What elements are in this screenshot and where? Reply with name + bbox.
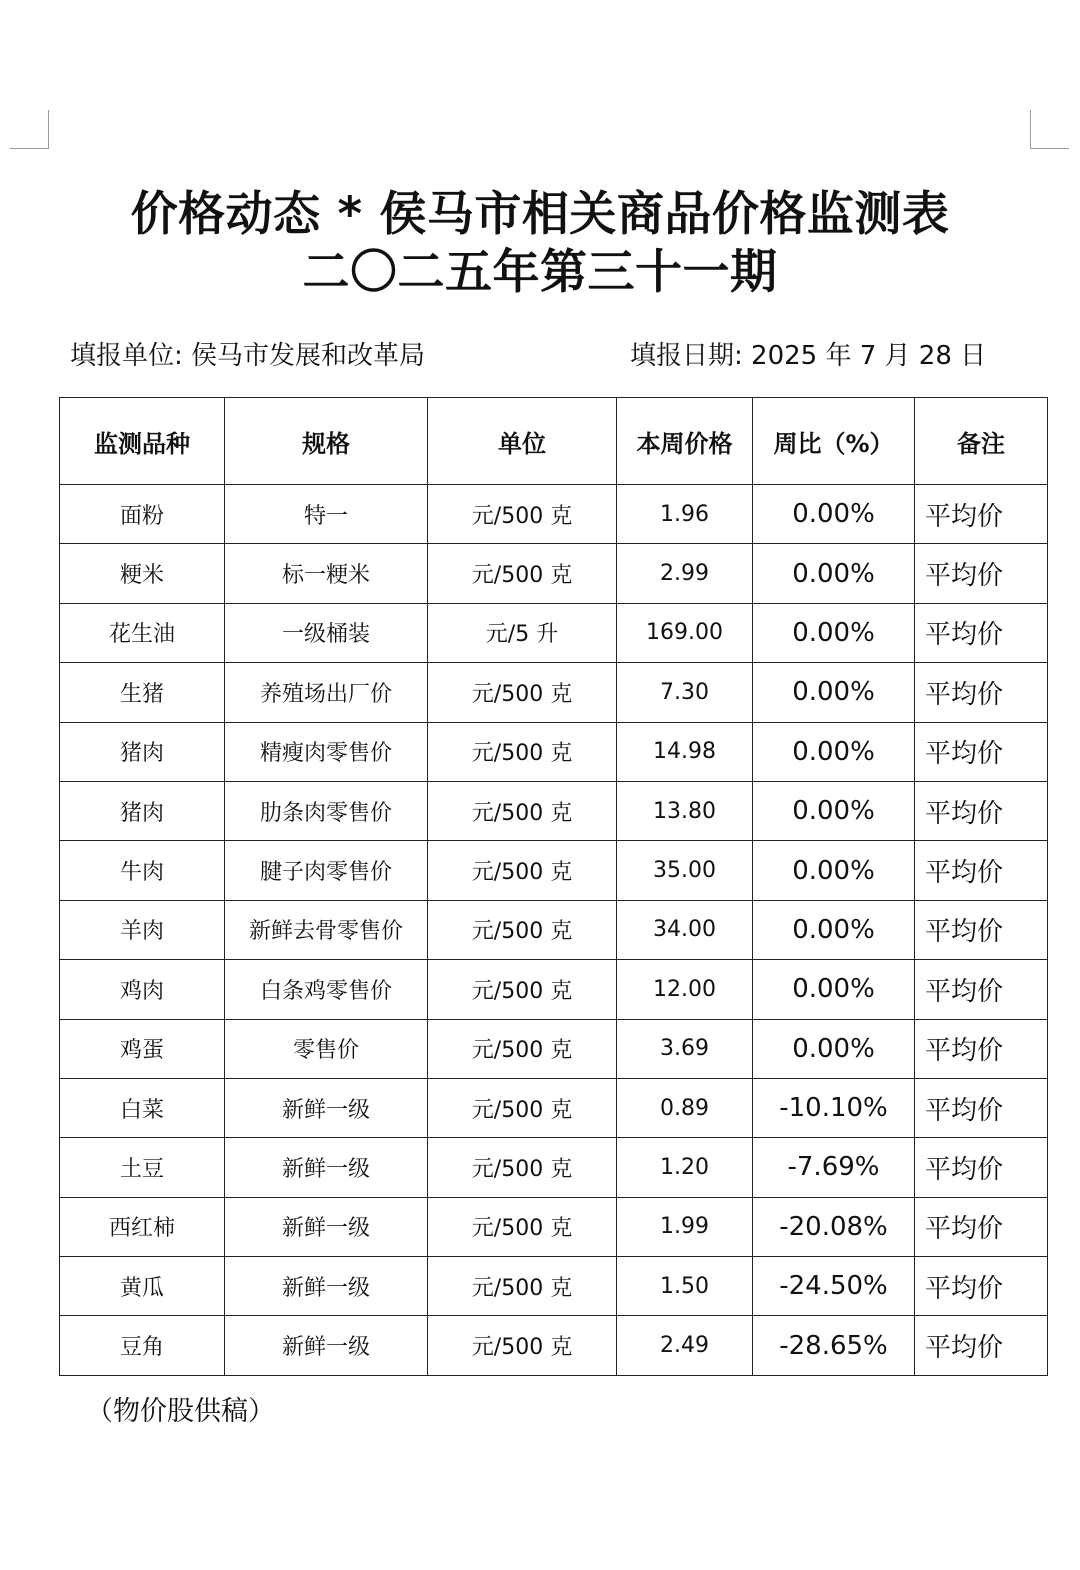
cell-week-change: 0.00% [753, 485, 915, 544]
cell-current-price: 169.00 [617, 603, 753, 662]
cell-note: 平均价 [915, 663, 1048, 722]
cell-note: 平均价 [915, 960, 1048, 1019]
cell-week-change: 0.00% [753, 603, 915, 662]
page-corner-mark-left [10, 110, 49, 149]
cell-specification: 新鲜一级 [225, 1316, 428, 1375]
reporting-unit-label: 填报单位: [70, 341, 183, 371]
cell-note: 平均价 [915, 1078, 1048, 1137]
cell-specification: 一级桶装 [225, 603, 428, 662]
cell-current-price: 14.98 [617, 722, 753, 781]
cell-specification: 肋条肉零售价 [225, 781, 428, 840]
table-row [60, 485, 1048, 544]
table-row [60, 1257, 1048, 1316]
cell-specification: 精瘦肉零售价 [225, 722, 428, 781]
cell-current-price: 3.69 [617, 1019, 753, 1078]
cell-week-change: 0.00% [753, 663, 915, 722]
cell-week-change: -28.65% [753, 1316, 915, 1375]
table-row [60, 1197, 1048, 1256]
cell-specification: 新鲜一级 [225, 1197, 428, 1256]
cell-monitored-item: 土豆 [60, 1138, 225, 1197]
table-row [60, 841, 1048, 900]
source-note: （物价股供稿） [86, 1396, 275, 1427]
cell-current-price: 7.30 [617, 663, 753, 722]
cell-note: 平均价 [915, 781, 1048, 840]
cell-note: 平均价 [915, 1197, 1048, 1256]
cell-monitored-item: 白菜 [60, 1078, 225, 1137]
table-row [60, 781, 1048, 840]
table-row [60, 663, 1048, 722]
cell-monitored-item: 牛肉 [60, 841, 225, 900]
table-row [60, 1019, 1048, 1078]
cell-specification: 新鲜去骨零售价 [225, 900, 428, 959]
cell-current-price: 1.96 [617, 485, 753, 544]
cell-note: 平均价 [915, 1019, 1048, 1078]
table-body [60, 485, 1048, 1376]
reporting-date-value: 2025 年 7 月 28 日 [751, 341, 987, 371]
price-monitoring-table [59, 397, 1048, 1376]
cell-unit: 元/500 克 [428, 663, 617, 722]
cell-current-price: 2.49 [617, 1316, 753, 1375]
column-header-unit: 单位 [428, 398, 617, 485]
cell-unit: 元/500 克 [428, 960, 617, 1019]
title-line-1: 价格动态 * 侯马市相关商品价格监测表 [130, 187, 950, 242]
cell-week-change: 0.00% [753, 1019, 915, 1078]
cell-week-change: -7.69% [753, 1138, 915, 1197]
reporting-date [630, 338, 986, 374]
cell-current-price: 12.00 [617, 960, 753, 1019]
cell-monitored-item: 面粉 [60, 485, 225, 544]
cell-unit: 元/500 克 [428, 1019, 617, 1078]
cell-unit: 元/500 克 [428, 1257, 617, 1316]
cell-specification: 新鲜一级 [225, 1138, 428, 1197]
table-row [60, 544, 1048, 603]
cell-week-change: 0.00% [753, 722, 915, 781]
cell-monitored-item: 西红柿 [60, 1197, 225, 1256]
cell-unit: 元/500 克 [428, 1316, 617, 1375]
cell-week-change: 0.00% [753, 900, 915, 959]
page-corner-mark-right [1030, 110, 1069, 149]
cell-week-change: -20.08% [753, 1197, 915, 1256]
cell-unit: 元/500 克 [428, 841, 617, 900]
column-header-specification: 规格 [225, 398, 428, 485]
table-row [60, 900, 1048, 959]
cell-current-price: 34.00 [617, 900, 753, 959]
cell-monitored-item: 豆角 [60, 1316, 225, 1375]
table-row [60, 1078, 1048, 1137]
cell-specification: 标一粳米 [225, 544, 428, 603]
cell-unit: 元/500 克 [428, 1197, 617, 1256]
cell-unit: 元/500 克 [428, 781, 617, 840]
cell-specification: 养殖场出厂价 [225, 663, 428, 722]
cell-current-price: 13.80 [617, 781, 753, 840]
cell-specification: 零售价 [225, 1019, 428, 1078]
cell-note: 平均价 [915, 1138, 1048, 1197]
cell-unit: 元/500 克 [428, 485, 617, 544]
cell-week-change: -24.50% [753, 1257, 915, 1316]
cell-monitored-item: 羊肉 [60, 900, 225, 959]
cell-monitored-item: 鸡蛋 [60, 1019, 225, 1078]
cell-monitored-item: 鸡肉 [60, 960, 225, 1019]
cell-note: 平均价 [915, 841, 1048, 900]
cell-specification: 新鲜一级 [225, 1078, 428, 1137]
cell-week-change: 0.00% [753, 841, 915, 900]
cell-monitored-item: 猪肉 [60, 722, 225, 781]
cell-unit: 元/5 升 [428, 603, 617, 662]
cell-unit: 元/500 克 [428, 900, 617, 959]
column-header-week-change: 周比（%） [753, 398, 915, 485]
document-title [0, 186, 1080, 302]
cell-week-change: 0.00% [753, 544, 915, 603]
cell-specification: 白条鸡零售价 [225, 960, 428, 1019]
cell-unit: 元/500 克 [428, 1078, 617, 1137]
cell-note: 平均价 [915, 722, 1048, 781]
cell-note: 平均价 [915, 603, 1048, 662]
cell-week-change: -10.10% [753, 1078, 915, 1137]
cell-specification: 新鲜一级 [225, 1257, 428, 1316]
cell-note: 平均价 [915, 1257, 1048, 1316]
cell-current-price: 2.99 [617, 544, 753, 603]
cell-current-price: 1.20 [617, 1138, 753, 1197]
cell-note: 平均价 [915, 544, 1048, 603]
table-header-row [60, 398, 1048, 485]
table-row [60, 960, 1048, 1019]
table-row [60, 1316, 1048, 1375]
cell-note: 平均价 [915, 485, 1048, 544]
cell-specification: 特一 [225, 485, 428, 544]
cell-monitored-item: 黄瓜 [60, 1257, 225, 1316]
table-row [60, 722, 1048, 781]
cell-unit: 元/500 克 [428, 722, 617, 781]
cell-current-price: 35.00 [617, 841, 753, 900]
reporting-date-label: 填报日期: [630, 341, 743, 371]
title-line-2: 二〇二五年第三十一期 [302, 245, 778, 300]
table-row [60, 603, 1048, 662]
reporting-unit [70, 338, 425, 374]
cell-monitored-item: 粳米 [60, 544, 225, 603]
cell-monitored-item: 生猪 [60, 663, 225, 722]
cell-monitored-item: 花生油 [60, 603, 225, 662]
cell-current-price: 0.89 [617, 1078, 753, 1137]
column-header-monitored-item: 监测品种 [60, 398, 225, 485]
column-header-note: 备注 [915, 398, 1048, 485]
cell-monitored-item: 猪肉 [60, 781, 225, 840]
cell-unit: 元/500 克 [428, 544, 617, 603]
cell-week-change: 0.00% [753, 781, 915, 840]
cell-note: 平均价 [915, 1316, 1048, 1375]
reporting-unit-value: 侯马市发展和改革局 [191, 341, 426, 371]
cell-unit: 元/500 克 [428, 1138, 617, 1197]
table-row [60, 1138, 1048, 1197]
column-header-current-price: 本周价格 [617, 398, 753, 485]
cell-specification: 腱子肉零售价 [225, 841, 428, 900]
cell-week-change: 0.00% [753, 960, 915, 1019]
cell-current-price: 1.99 [617, 1197, 753, 1256]
cell-note: 平均价 [915, 900, 1048, 959]
cell-current-price: 1.50 [617, 1257, 753, 1316]
